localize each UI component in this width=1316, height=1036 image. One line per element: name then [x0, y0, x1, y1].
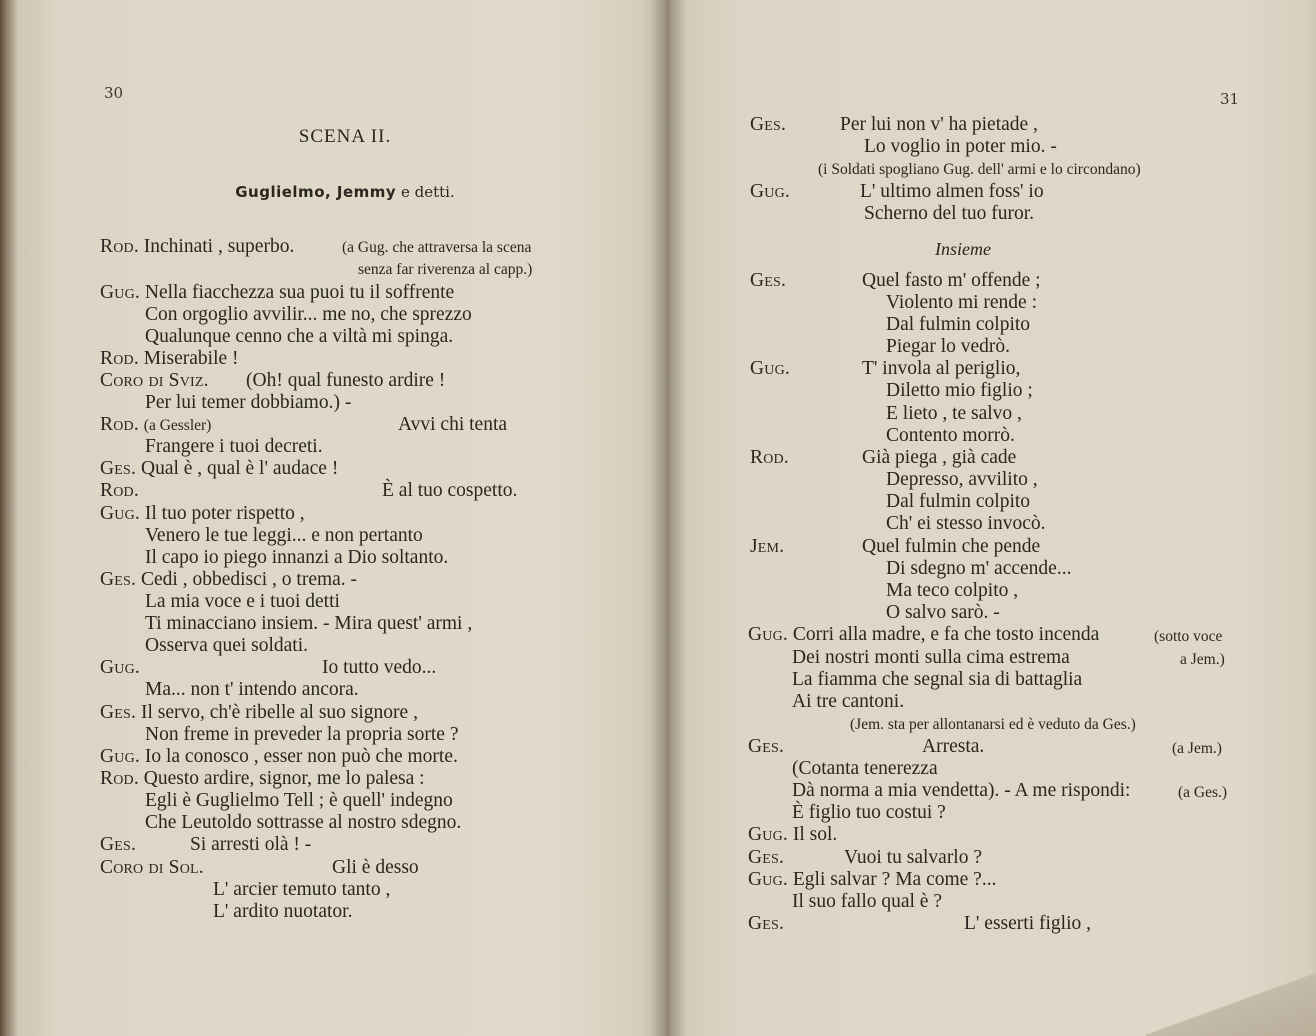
script-line — [750, 181, 790, 203]
stage-direction: (a Ges.) — [1178, 784, 1228, 801]
line-text: Quel fasto m' offende ; — [862, 270, 1041, 291]
speaker-label: Rod. — [100, 414, 139, 435]
line-text: Cedi , obbedisci , o trema. - — [140, 569, 358, 590]
script-line: Egli è Guglielmo Tell ; è quell' indegno — [145, 790, 453, 811]
script-line — [100, 236, 294, 258]
script-line: Dei nostri monti sulla cima estrema — [792, 647, 1070, 668]
scene-characters — [0, 183, 668, 201]
speaker-label: Rod. — [100, 480, 139, 501]
script-line — [100, 480, 139, 502]
script-line: La mia voce e i tuoi detti — [145, 591, 340, 612]
script-line — [748, 824, 837, 846]
script-line — [100, 458, 338, 480]
right-page — [668, 0, 1316, 1036]
script-line: Il suo fallo qual è ? — [792, 891, 942, 912]
stage-direction: senza far riverenza al capp.) — [358, 261, 533, 278]
stage-direction: (a Gessler) — [143, 417, 212, 434]
speaker-label: Ges. — [100, 569, 137, 590]
stage-direction: (a Jem.) — [1172, 740, 1222, 757]
script-line: E lieto , te salvo , — [886, 403, 1022, 424]
speaker-label: Coro di Sol. — [100, 857, 204, 878]
script-line: Piegar lo vedrò. — [886, 336, 1011, 357]
script-line — [100, 503, 305, 525]
line-text: Quel fulmin che pende — [862, 536, 1041, 557]
page-number: 30 — [104, 84, 124, 102]
line-text: Per lui non v' ha pietade , — [840, 114, 1038, 135]
script-line — [100, 414, 211, 437]
scene-title: SCENA II. — [298, 126, 392, 147]
script-line — [100, 569, 357, 591]
script-line — [100, 348, 239, 370]
script-line — [100, 834, 136, 856]
line-text: Vuoi tu salvarlo ? — [844, 847, 983, 868]
script-line: Contento morrò. — [886, 425, 1015, 446]
stage-direction: a Jem.) — [1180, 651, 1225, 668]
line-text: (Oh! qual funesto ardire ! — [246, 370, 446, 391]
speaker-label: Gug. — [100, 282, 140, 303]
speaker-label: Rod. — [100, 236, 139, 257]
speaker-label: Ges. — [748, 736, 785, 757]
script-line — [100, 370, 209, 392]
line-text: L' esserti figlio , — [964, 913, 1091, 934]
line-text: Si arresti olà ! - — [190, 834, 312, 855]
script-line: (Cotanta tenerezza — [792, 758, 938, 779]
script-line: È figlio tuo costui ? — [792, 802, 946, 823]
script-line — [750, 114, 786, 136]
script-line: La fiamma che segnal sia di battaglia — [792, 669, 1083, 690]
character-names: Guglielmo, Jemmy — [235, 183, 397, 201]
script-line: Il capo io piego innanzi a Dio soltanto. — [145, 547, 449, 568]
speaker-label: Gug. — [748, 869, 788, 890]
script-line: Scherno del tuo furor. — [864, 203, 1035, 224]
character-suffix: e detti. — [401, 183, 455, 201]
script-line: Per lui temer dobbiamo.) - — [145, 392, 352, 413]
line-text: Corri alla madre, e fa che tosto incenda — [792, 624, 1100, 645]
script-line — [100, 768, 425, 790]
line-text: Io tutto vedo... — [322, 657, 437, 678]
script-line: Dal fulmin colpito — [886, 491, 1031, 512]
line-text: Inchinati , superbo. — [143, 236, 295, 257]
script-line — [100, 702, 418, 724]
script-line — [750, 358, 790, 380]
speaker-label: Gug. — [748, 824, 788, 845]
script-line: Venero le tue leggi... e non pertanto — [145, 525, 423, 546]
line-text: È al tuo cospetto. — [382, 480, 518, 501]
script-line — [748, 913, 784, 935]
script-line — [100, 746, 458, 768]
speaker-label: Rod. — [100, 768, 139, 789]
script-line: Di sdegno m' accende... — [886, 558, 1072, 579]
script-line: Qualunque cenno che a viltà mi spinga. — [145, 326, 454, 347]
script-line: Ch' ei stesso invocò. — [886, 513, 1046, 534]
line-text: Il tuo poter rispetto , — [144, 503, 305, 524]
stage-direction: (Jem. sta per allontanarsi ed è veduto da Ges.) — [850, 716, 1136, 733]
speaker-label: Coro di Sviz. — [100, 370, 209, 391]
script-line — [748, 869, 996, 891]
line-text: Qual è , qual è l' audace ! — [140, 458, 339, 479]
script-line: Dal fulmin colpito — [886, 314, 1031, 335]
line-text: Il servo, ch'è ribelle al suo signore , — [140, 702, 418, 723]
line-text: Egli salvar ? Ma come ?... — [792, 869, 997, 890]
script-line: Ma teco colpito , — [886, 580, 1019, 601]
speaker-label: Gug. — [100, 503, 140, 524]
speaker-label: Gug. — [100, 746, 140, 767]
script-line: Non freme in preveder la propria sorte ? — [145, 724, 459, 745]
speaker-label: Gug. — [750, 181, 790, 202]
script-line: Dà norma a mia vendetta). - A me rispondi: — [792, 780, 1131, 801]
line-text: Nella fiacchezza sua puoi tu il soffrente — [144, 282, 455, 303]
speaker-label: Ges. — [100, 702, 137, 723]
script-line — [748, 624, 1099, 646]
insieme-label: Insieme — [935, 239, 991, 259]
page-number: 31 — [1220, 90, 1240, 108]
speaker-label: Ges. — [750, 270, 787, 291]
speaker-label: Ges. — [100, 834, 137, 855]
line-text: Arresta. — [922, 736, 985, 757]
page-corner-fold — [1146, 956, 1316, 1036]
script-line: L' arcier temuto tanto , — [213, 879, 391, 900]
script-line: Violento mi rende : — [886, 292, 1038, 313]
script-line — [750, 447, 789, 469]
line-text: Il sol. — [792, 824, 838, 845]
speaker-label: Rod. — [100, 348, 139, 369]
line-text: Già piega , già cade — [862, 447, 1017, 468]
line-text: Miserabile ! — [143, 348, 239, 369]
script-line: Lo voglio in poter mio. - — [864, 136, 1057, 157]
script-line — [100, 657, 140, 679]
speaker-label: Ges. — [100, 458, 137, 479]
script-line: Con orgoglio avvilir... me no, che sprezzo — [145, 304, 472, 325]
script-line — [748, 847, 784, 869]
line-text: Io la conosco , esser non può che morte. — [144, 746, 458, 767]
script-line — [750, 270, 786, 292]
script-line — [100, 282, 454, 304]
stage-direction: (i Soldati spogliano Gug. dell' armi e lo circondano) — [818, 161, 1141, 178]
script-line: O salvo sarò. - — [886, 602, 1000, 623]
speaker-label: Ges. — [750, 114, 787, 135]
line-text: Gli è desso — [332, 857, 419, 878]
script-line — [750, 536, 784, 558]
speaker-label: Ges. — [748, 847, 785, 868]
speaker-label: Gug. — [748, 624, 788, 645]
speaker-label: Ges. — [748, 913, 785, 934]
line-text: Questo ardire, signor, me lo palesa : — [143, 768, 425, 789]
script-line: Depresso, avvilito , — [886, 469, 1038, 490]
speaker-label: Jem. — [750, 536, 785, 557]
script-line: Che Leutoldo sottrasse al nostro sdegno. — [145, 812, 462, 833]
stage-direction: (a Gug. che attraversa la scena — [342, 239, 532, 256]
script-line: L' ardito nuotator. — [213, 901, 353, 922]
stage-direction: (sotto voce — [1154, 628, 1223, 645]
script-line: Osserva quei soldati. — [145, 635, 309, 656]
speaker-label: Gug. — [750, 358, 790, 379]
script-line — [100, 857, 204, 879]
line-text: L' ultimo almen foss' io — [860, 181, 1044, 202]
speaker-label: Gug. — [100, 657, 140, 678]
line-text: Avvi chi tenta — [398, 414, 508, 435]
line-text: T' invola al periglio, — [862, 358, 1021, 379]
script-line: Diletto mio figlio ; — [886, 380, 1033, 401]
script-line: Frangere i tuoi decreti. — [145, 436, 323, 457]
script-line: Ti minacciano insiem. - Mira quest' armi , — [145, 613, 473, 634]
speaker-label: Rod. — [750, 447, 789, 468]
script-line: Ai tre cantoni. — [792, 691, 905, 712]
script-line — [748, 736, 784, 758]
script-line: Ma... non t' intendo ancora. — [145, 679, 359, 700]
